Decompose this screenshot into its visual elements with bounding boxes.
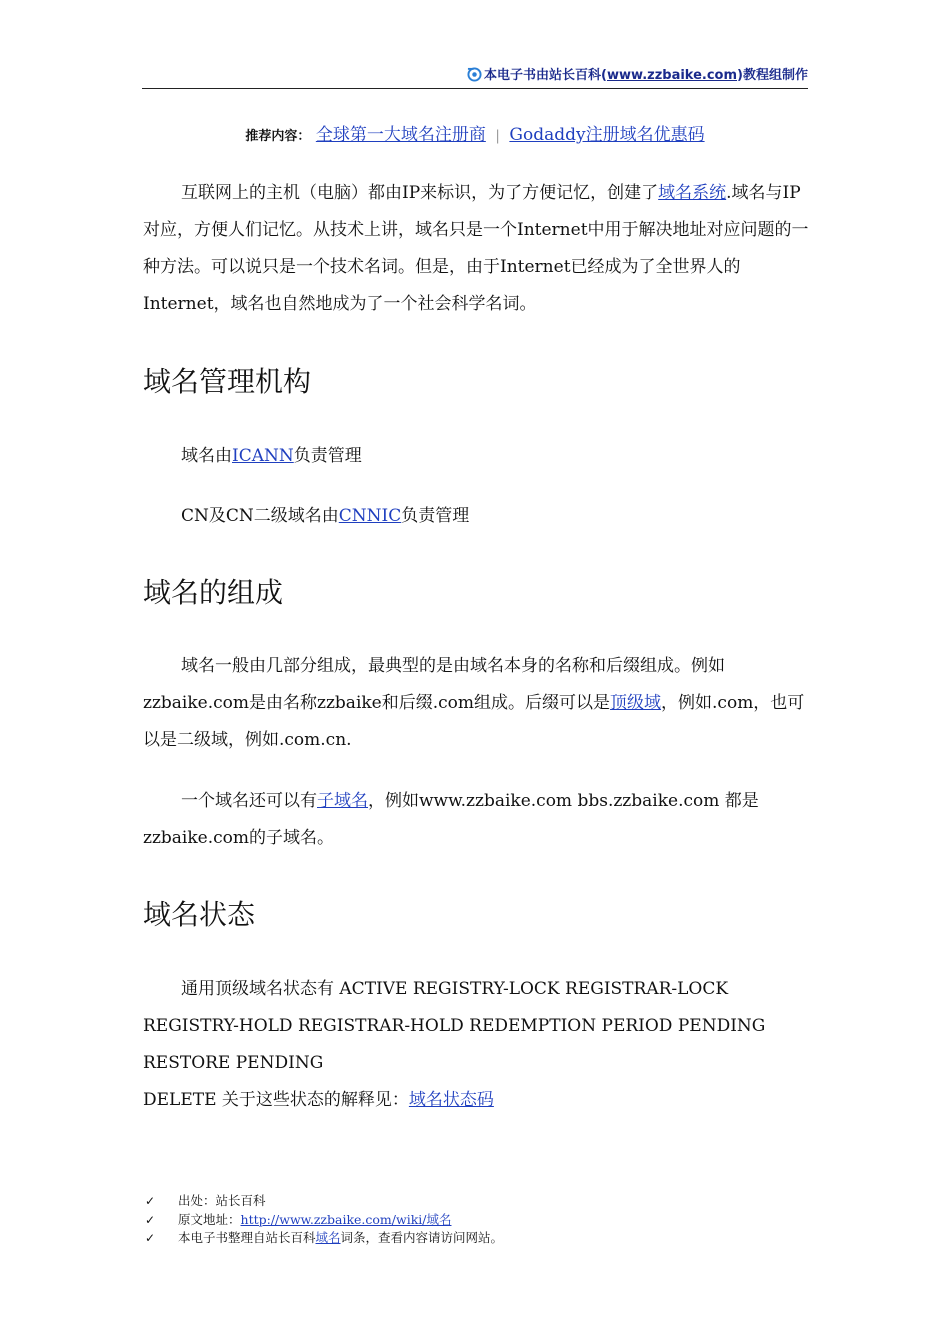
- recommend-link-godaddy[interactable]: Godaddy注册域名优惠码: [509, 125, 705, 145]
- status-line-2: REGISTRY-HOLD REGISTRAR-HOLD REDEMPTION PERIOD PENDING RESTORE PENDING: [143, 1016, 766, 1073]
- link-subdomain[interactable]: 子域名: [317, 791, 368, 811]
- management-line-icann: [143, 438, 809, 475]
- check-icon: ✓: [145, 1194, 156, 1208]
- page-footer: [145, 1192, 811, 1248]
- heading-status: 域名状态: [143, 898, 256, 931]
- link-status-codes[interactable]: 域名状态码: [408, 1090, 494, 1110]
- status-line-1: 通用顶级域名状态有 ACTIVE REGISTRY-LOCK REGISTRAR-LOCK: [181, 979, 729, 999]
- text: ，例如www.zzbaike.com bbs.zzbaike.com 都是zzbaike.com的子域名。: [143, 791, 759, 848]
- composition-paragraph-1: [143, 648, 809, 759]
- text: 出处：站长百科: [178, 1193, 266, 1208]
- recommend-label: 推荐内容：: [245, 129, 311, 144]
- text: 词条，查看内容请访问网站。: [340, 1230, 504, 1245]
- footer-item-note: [145, 1229, 811, 1248]
- check-icon: ✓: [145, 1231, 156, 1245]
- intro-text-rest: .域名与IP对应，方便人们记忆。从技术上讲，域名只是一个Internet中用于解决地址对应问题的一种方法。可以说只是一个技术名词。但是，由于Internet已经成为了全世界人的Internet，域名也自然地成为了一个社会科学名词。: [143, 183, 809, 314]
- text: 原文地址：: [178, 1211, 241, 1227]
- text: 本电子书整理自站长百科: [178, 1230, 316, 1245]
- zzbaike-logo-icon: [467, 67, 482, 82]
- recommend-link-registrar[interactable]: 全球第一大域名注册商: [315, 125, 486, 145]
- check-icon: ✓: [145, 1212, 156, 1227]
- header-suffix: )教程组制作: [737, 68, 808, 83]
- heading-management: 域名管理机构: [143, 365, 312, 398]
- intro-paragraph: [143, 175, 809, 323]
- intro-text: 互联网上的主机（电脑）都由IP来标识，为了方便记忆，创建了: [181, 183, 659, 203]
- header-prefix: 本电子书由站长百科(: [484, 68, 607, 83]
- footer-entry-link[interactable]: 域名: [315, 1230, 341, 1245]
- text: 负责管理: [401, 506, 470, 526]
- text: 域名一般由几部分组成，最典型的是由域名本身的名称和后缀组成。例如zzbaike.com是由名称zzbaike和后缀.com组成。后缀可以是: [143, 656, 725, 713]
- link-tld[interactable]: 顶级域: [610, 693, 662, 713]
- recommend-separator: |: [495, 128, 500, 144]
- text: DELETE 关于这些状态的解释见：: [143, 1090, 409, 1110]
- link-icann[interactable]: ICANN: [232, 446, 294, 466]
- text: 域名由: [181, 446, 232, 466]
- status-line-3: [143, 1082, 809, 1119]
- footer-item-source: [145, 1192, 811, 1211]
- page-header: [142, 66, 808, 89]
- heading-composition: 域名的组成: [143, 576, 284, 609]
- composition-paragraph-2: [143, 783, 809, 857]
- footer-item-url: [145, 1211, 811, 1230]
- link-cnnic[interactable]: CNNIC: [338, 506, 402, 526]
- text: 一个域名还可以有: [181, 791, 317, 811]
- text: 负责管理: [293, 446, 362, 466]
- status-paragraph: [143, 971, 809, 1119]
- link-dns[interactable]: 域名系统: [658, 183, 727, 203]
- text: CN及CN二级域名由: [181, 506, 339, 526]
- text: ，例如.com，也可以是二级域，例如.com.cn.: [143, 693, 805, 750]
- management-line-cnnic: [143, 498, 809, 535]
- footer-source-link[interactable]: http://www.zzbaike.com/wiki/域名: [240, 1211, 452, 1227]
- header-site-link[interactable]: www.zzbaike.com: [607, 68, 738, 83]
- recommend-bar: [142, 120, 808, 145]
